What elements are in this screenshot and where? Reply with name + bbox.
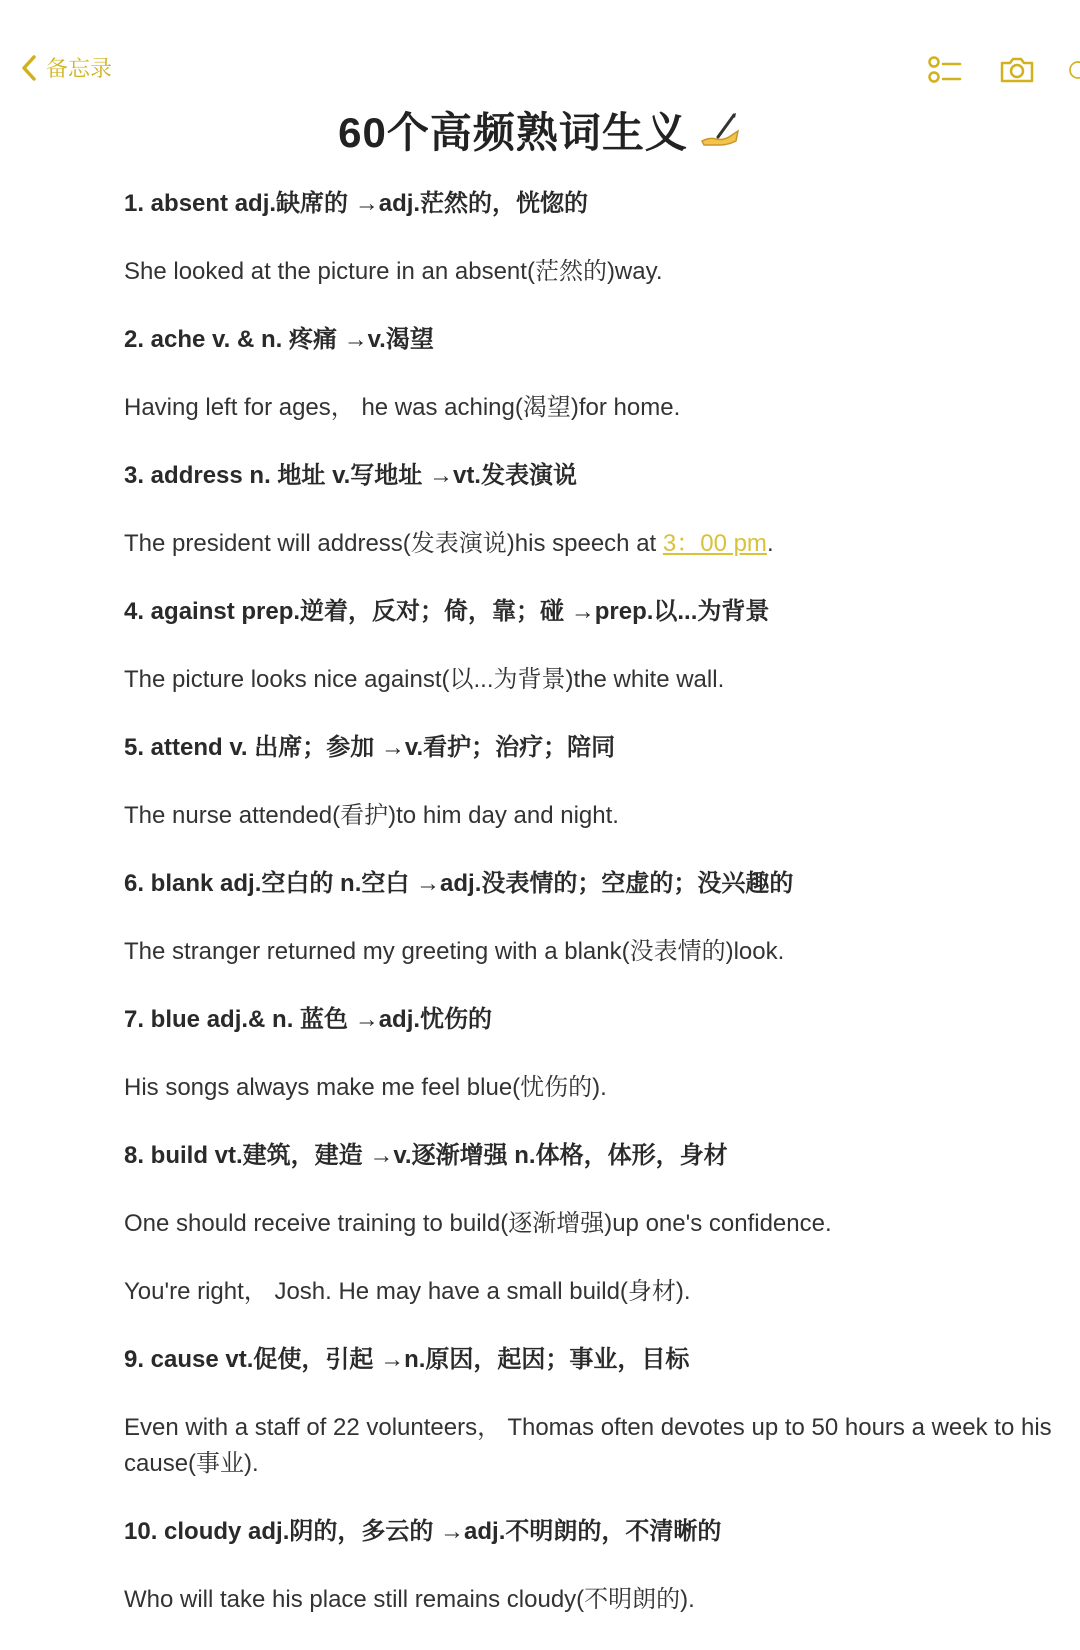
camera-icon (999, 56, 1035, 84)
entry-heading: 4. against prep.逆着，反对；倚，靠；碰 →prep.以...为背景 (124, 598, 770, 625)
back-label: 备忘录 (46, 56, 113, 81)
entry-heading: 1. absent adj.缺席的 →adj.茫然的，恍惚的 (124, 190, 589, 217)
note-title-text: 60个高频熟词生义 (338, 109, 688, 156)
more-button[interactable] (1068, 50, 1080, 90)
checklist-icon (928, 55, 962, 85)
entry-heading: 6. blank adj.空白的 n.空白 →adj.没表情的；空虚的；没兴趣的 (124, 870, 794, 897)
example-sentence: You're right， Josh. He may have a small build(身材). (124, 1278, 691, 1305)
example-sentence (124, 526, 1080, 562)
example-sentence: She looked at the picture in an absent(茫然的)way. (124, 258, 663, 285)
writing-hand-icon (698, 111, 742, 161)
example-sentence: The picture looks nice against(以...为背景)the white wall. (124, 666, 725, 693)
note-body[interactable] (124, 186, 1080, 1650)
more-icon (1068, 55, 1080, 85)
note-title (0, 100, 1080, 161)
entry-heading: 2. ache v. & n. 疼痛 →v.渴望 (124, 326, 434, 353)
entry-heading: 5. attend v. 出席；参加 →v.看护；治疗；陪同 (124, 734, 616, 761)
camera-button[interactable] (995, 50, 1039, 90)
navigation-bar (0, 0, 1080, 110)
example-text: The president will address(发表演说)his speech at (124, 530, 663, 557)
example-sentence: The nurse attended(看护)to him day and night. (124, 802, 619, 829)
entry-heading: 9. cause vt.促使，引起 →n.原因，起因；事业，目标 (124, 1346, 690, 1373)
entry-heading: 8. build vt.建筑，建造 →v.逐渐增强 n.体格，体形，身材 (124, 1142, 728, 1169)
example-sentence: His songs always make me feel blue(忧伤的). (124, 1074, 607, 1101)
example-sentence: Who will take his place still remains cloudy(不明朗的). (124, 1586, 695, 1613)
example-sentence: One should receive training to build(逐渐增强)up one's confidence. (124, 1210, 832, 1237)
entry-heading: 3. address n. 地址 v.写地址 →vt.发表演说 (124, 462, 577, 489)
example-text-end: . (766, 530, 774, 557)
entry-heading: 7. blue adj.& n. 蓝色 →adj.忧伤的 (124, 1006, 493, 1033)
checklist-button[interactable] (925, 50, 965, 90)
example-sentence: The stranger returned my greeting with a blank(没表情的)look. (124, 938, 785, 965)
back-button[interactable] (20, 52, 112, 83)
time-link[interactable]: 3：00 pm (662, 530, 767, 557)
example-sentence: Even with a staff of 22 volunteers， Thomas often devotes up to 50 hours a week to his cause(事业). (124, 1414, 1052, 1477)
chevron-left-icon (20, 53, 40, 83)
entry-heading: 10. cloudy adj.阴的，多云的 →adj.不明朗的，不清晰的 (124, 1518, 722, 1545)
example-sentence: Having left for ages， he was aching(渴望)for home. (124, 394, 681, 421)
